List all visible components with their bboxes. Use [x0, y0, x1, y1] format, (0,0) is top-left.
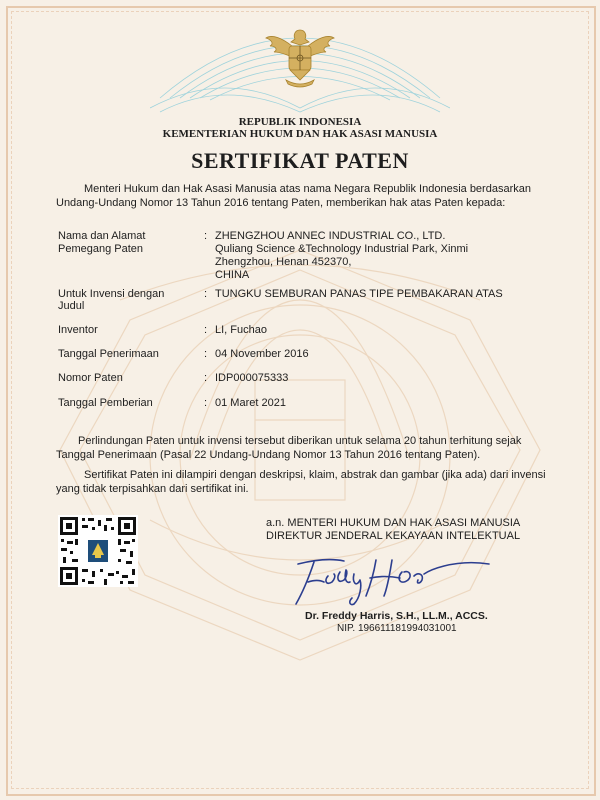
holder-label-line-1: Nama dan Alamat — [58, 230, 146, 242]
country-name: REPUBLIK INDONESIA — [238, 116, 362, 128]
holder-name: ZHENGZHOU ANNEC INDUSTRIAL CO., LTD. — [215, 230, 446, 242]
intro-paragraph: Menteri Hukum dan Hak Asasi Manusia atas nama Negara Republik Indonesia berdasarkan Undang-Undang Nomor 13 Tahun 2016 tentang Paten, memberikan hak atas Paten kepada: — [56, 183, 531, 209]
signatory-nip: NIP. 196611181994031001 — [337, 623, 457, 634]
invention-separator: : — [204, 288, 208, 300]
inventor-label: Inventor — [58, 324, 98, 336]
page-title: SERTIFIKAT PATEN — [191, 148, 409, 173]
patent-number-label: Nomor Paten — [58, 372, 123, 384]
garuda-emblem-icon — [262, 24, 338, 92]
grant-date-value: 01 Maret 2021 — [215, 397, 286, 409]
qr-code-icon — [58, 515, 138, 587]
filing-date-value: 04 November 2016 — [215, 348, 309, 360]
holder-separator: : — [204, 230, 208, 242]
invention-label-line-1: Untuk Invensi dengan — [58, 288, 165, 300]
signatory-position: DIREKTUR JENDERAL KEKAYAAN INTELEKTUAL — [266, 530, 521, 542]
patent-number-value: IDP000075333 — [215, 372, 289, 384]
holder-country: CHINA — [215, 269, 250, 281]
inventor-separator: : — [204, 324, 208, 336]
ministry-name: KEMENTERIAN HUKUM DAN HAK ASASI MANUSIA — [162, 128, 438, 140]
holder-label-line-2: Pemegang Paten — [58, 243, 144, 255]
holder-address-line-1: Quliang Science &Technology Industrial Park, Xinmi — [215, 243, 469, 255]
invention-label-line-2: Judul — [58, 300, 85, 312]
patent-number-separator: : — [204, 372, 208, 384]
holder-address-line-2: Zhengzhou, Henan 452370, — [215, 256, 352, 268]
signatory-on-behalf: a.n. MENTERI HUKUM DAN HAK ASASI MANUSIA — [266, 517, 521, 529]
grant-date-label: Tanggal Pemberian — [58, 397, 153, 409]
inventor-value: LI, Fuchao — [215, 324, 267, 336]
attachment-paragraph: Sertifikat Paten ini dilampiri dengan deskripsi, klaim, abstrak dan gambar (jika ada) dari invensi yang tidak terpisahkan dari sertifikat ini. — [56, 469, 546, 495]
signatory-name: Dr. Freddy Harris, S.H., LL.M., ACCS. — [305, 610, 488, 622]
filing-date-label: Tanggal Penerimaan — [58, 348, 159, 360]
grant-date-separator: : — [204, 397, 208, 409]
protection-paragraph: Perlindungan Paten untuk invensi tersebut diberikan untuk selama 20 tahun terhitung sejak Tanggal Penerimaan (Pasal 22 Undang-Undang Nomor 13 Tahun 2016 tentang Paten). — [56, 435, 522, 461]
invention-title: TUNGKU SEMBURAN PANAS TIPE PEMBAKARAN ATAS — [215, 288, 503, 300]
handwritten-signature — [284, 552, 494, 612]
filing-date-separator: : — [204, 348, 208, 360]
